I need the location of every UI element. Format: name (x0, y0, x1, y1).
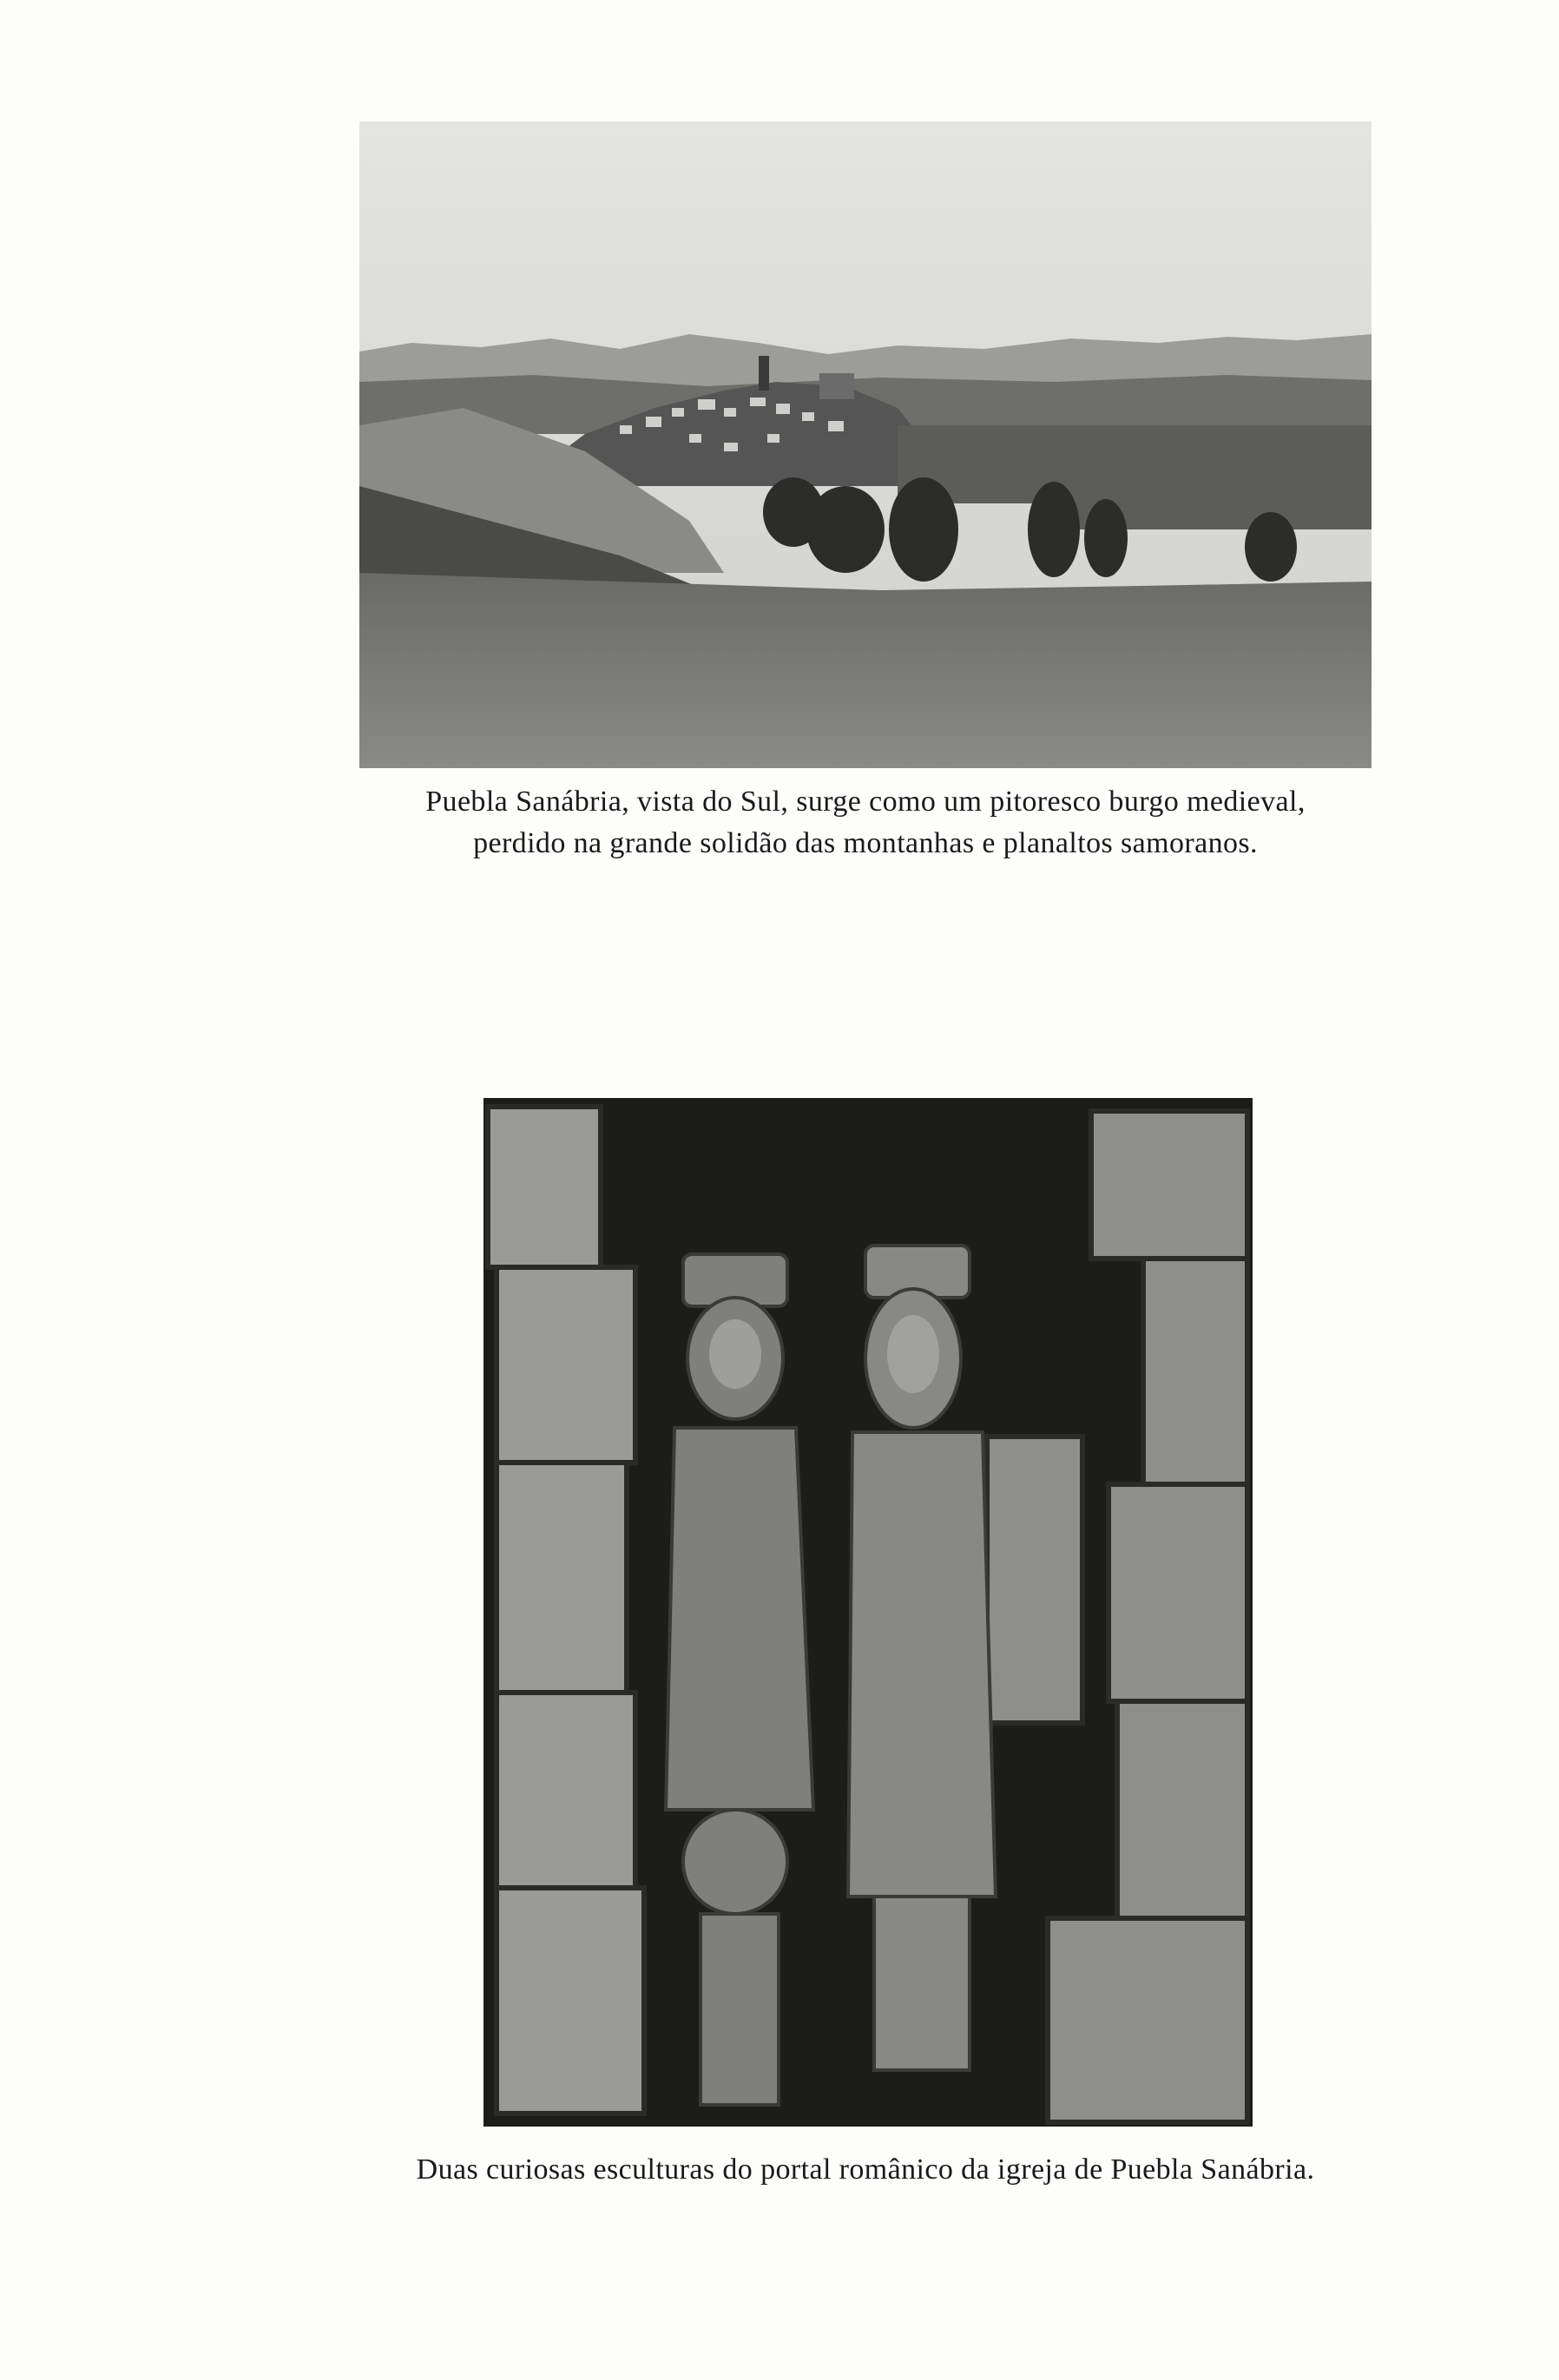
photo-caption (359, 781, 1372, 864)
sculpture-photo (483, 1098, 1253, 2127)
caption-line: perdido na grande solidão das montanhas e planaltos samoranos. (473, 826, 1258, 859)
photo-caption (359, 2149, 1372, 2191)
caption-line: Duas curiosas esculturas do portal românico da igreja de Puebla Sanábria. (416, 2153, 1315, 2186)
caption-line: Puebla Sanábria, vista do Sul, surge como um pitoresco burgo medieval, (425, 786, 1306, 818)
landscape-photo (359, 122, 1372, 768)
